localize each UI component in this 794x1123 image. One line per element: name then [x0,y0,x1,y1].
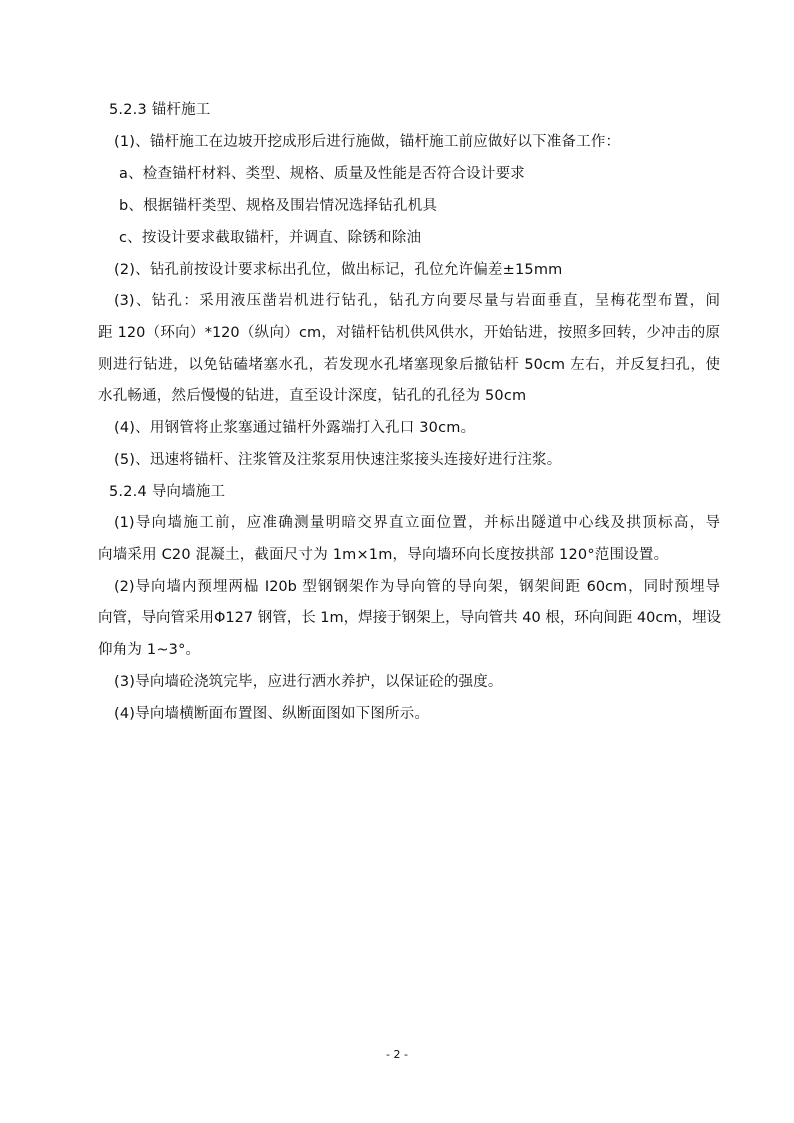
section-heading-523: 5.2.3 锚杆施工 [109,102,211,118]
wall-paragraph-1-line-2: 向墙采用 C20 混凝土，截面尺寸为 1m×1m，导向墙环向长度按拱部 120°范围设置。 [98,547,669,563]
wall-paragraph-3: (3)导向墙砼浇筑完毕，应进行洒水养护，以保证砼的强度。 [114,674,503,690]
wall-paragraph-4: (4)导向墙横断面布置图、纵断面图如下图所示。 [114,706,430,722]
paragraph-3-line-2: 距 120（环向）*120（纵向）cm，对锚杆钻机供风供水，开始钻进，按照多回转，少冲击的原 [98,325,720,341]
paragraph-3-line-4: 水孔畅通，然后慢慢的钻进，直至设计深度，钻孔的孔径为 50cm [98,388,527,404]
page-number: - 2 - [386,1048,408,1061]
wall-paragraph-2-line-1: (2)导向墙内预埋两榀 I20b 型钢钢架作为导向管的导向架，钢架间距 60cm，同时预埋导 [114,579,720,595]
paragraph-3-line-3: 则进行钻进，以免钻磕堵塞水孔，若发现水孔堵塞现象后撤钻杆 50cm 左右，并反复扫孔，使 [98,357,720,373]
wall-paragraph-1-line-1: (1)导向墙施工前，应准确测量明暗交界直立面位置，并标出隧道中心线及拱顶标高，导 [114,515,720,531]
paragraph-3-line-1: (3)、钻孔：采用液压凿岩机进行钻孔，钻孔方向要尽量与岩面垂直，呈梅花型布置，间 [114,293,720,309]
list-item-b: b、根据锚杆类型、规格及围岩情况选择钻孔机具 [119,198,438,214]
paragraph-5: (5)、迅速将锚杆、注浆管及注浆泵用快速注浆接头连接好进行注浆。 [114,452,562,468]
wall-paragraph-2-line-2: 向管，导向管采用Φ127 钢管，长 1m，焊接于钢架上，导向管共 40 根，环向间距 40cm，埋设 [98,610,721,626]
list-item-a: a、检查锚杆材料、类型、规格、质量及性能是否符合设计要求 [119,166,525,182]
wall-paragraph-2-line-3: 仰角为 1~3°。 [98,642,201,658]
paragraph-1: (1)、锚杆施工在边坡开挖成形后进行施做，锚杆施工前应做好以下准备工作： [114,134,621,150]
paragraph-2: (2)、钻孔前按设计要求标出孔位，做出标记，孔位允许偏差±15mm [114,262,563,278]
paragraph-4: (4)、用钢管将止浆塞通过锚杆外露端打入孔口 30cm。 [114,420,476,436]
list-item-c: c、按设计要求截取锚杆，并调直、除锈和除油 [119,230,422,246]
section-heading-524: 5.2.4 导向墙施工 [109,484,226,500]
